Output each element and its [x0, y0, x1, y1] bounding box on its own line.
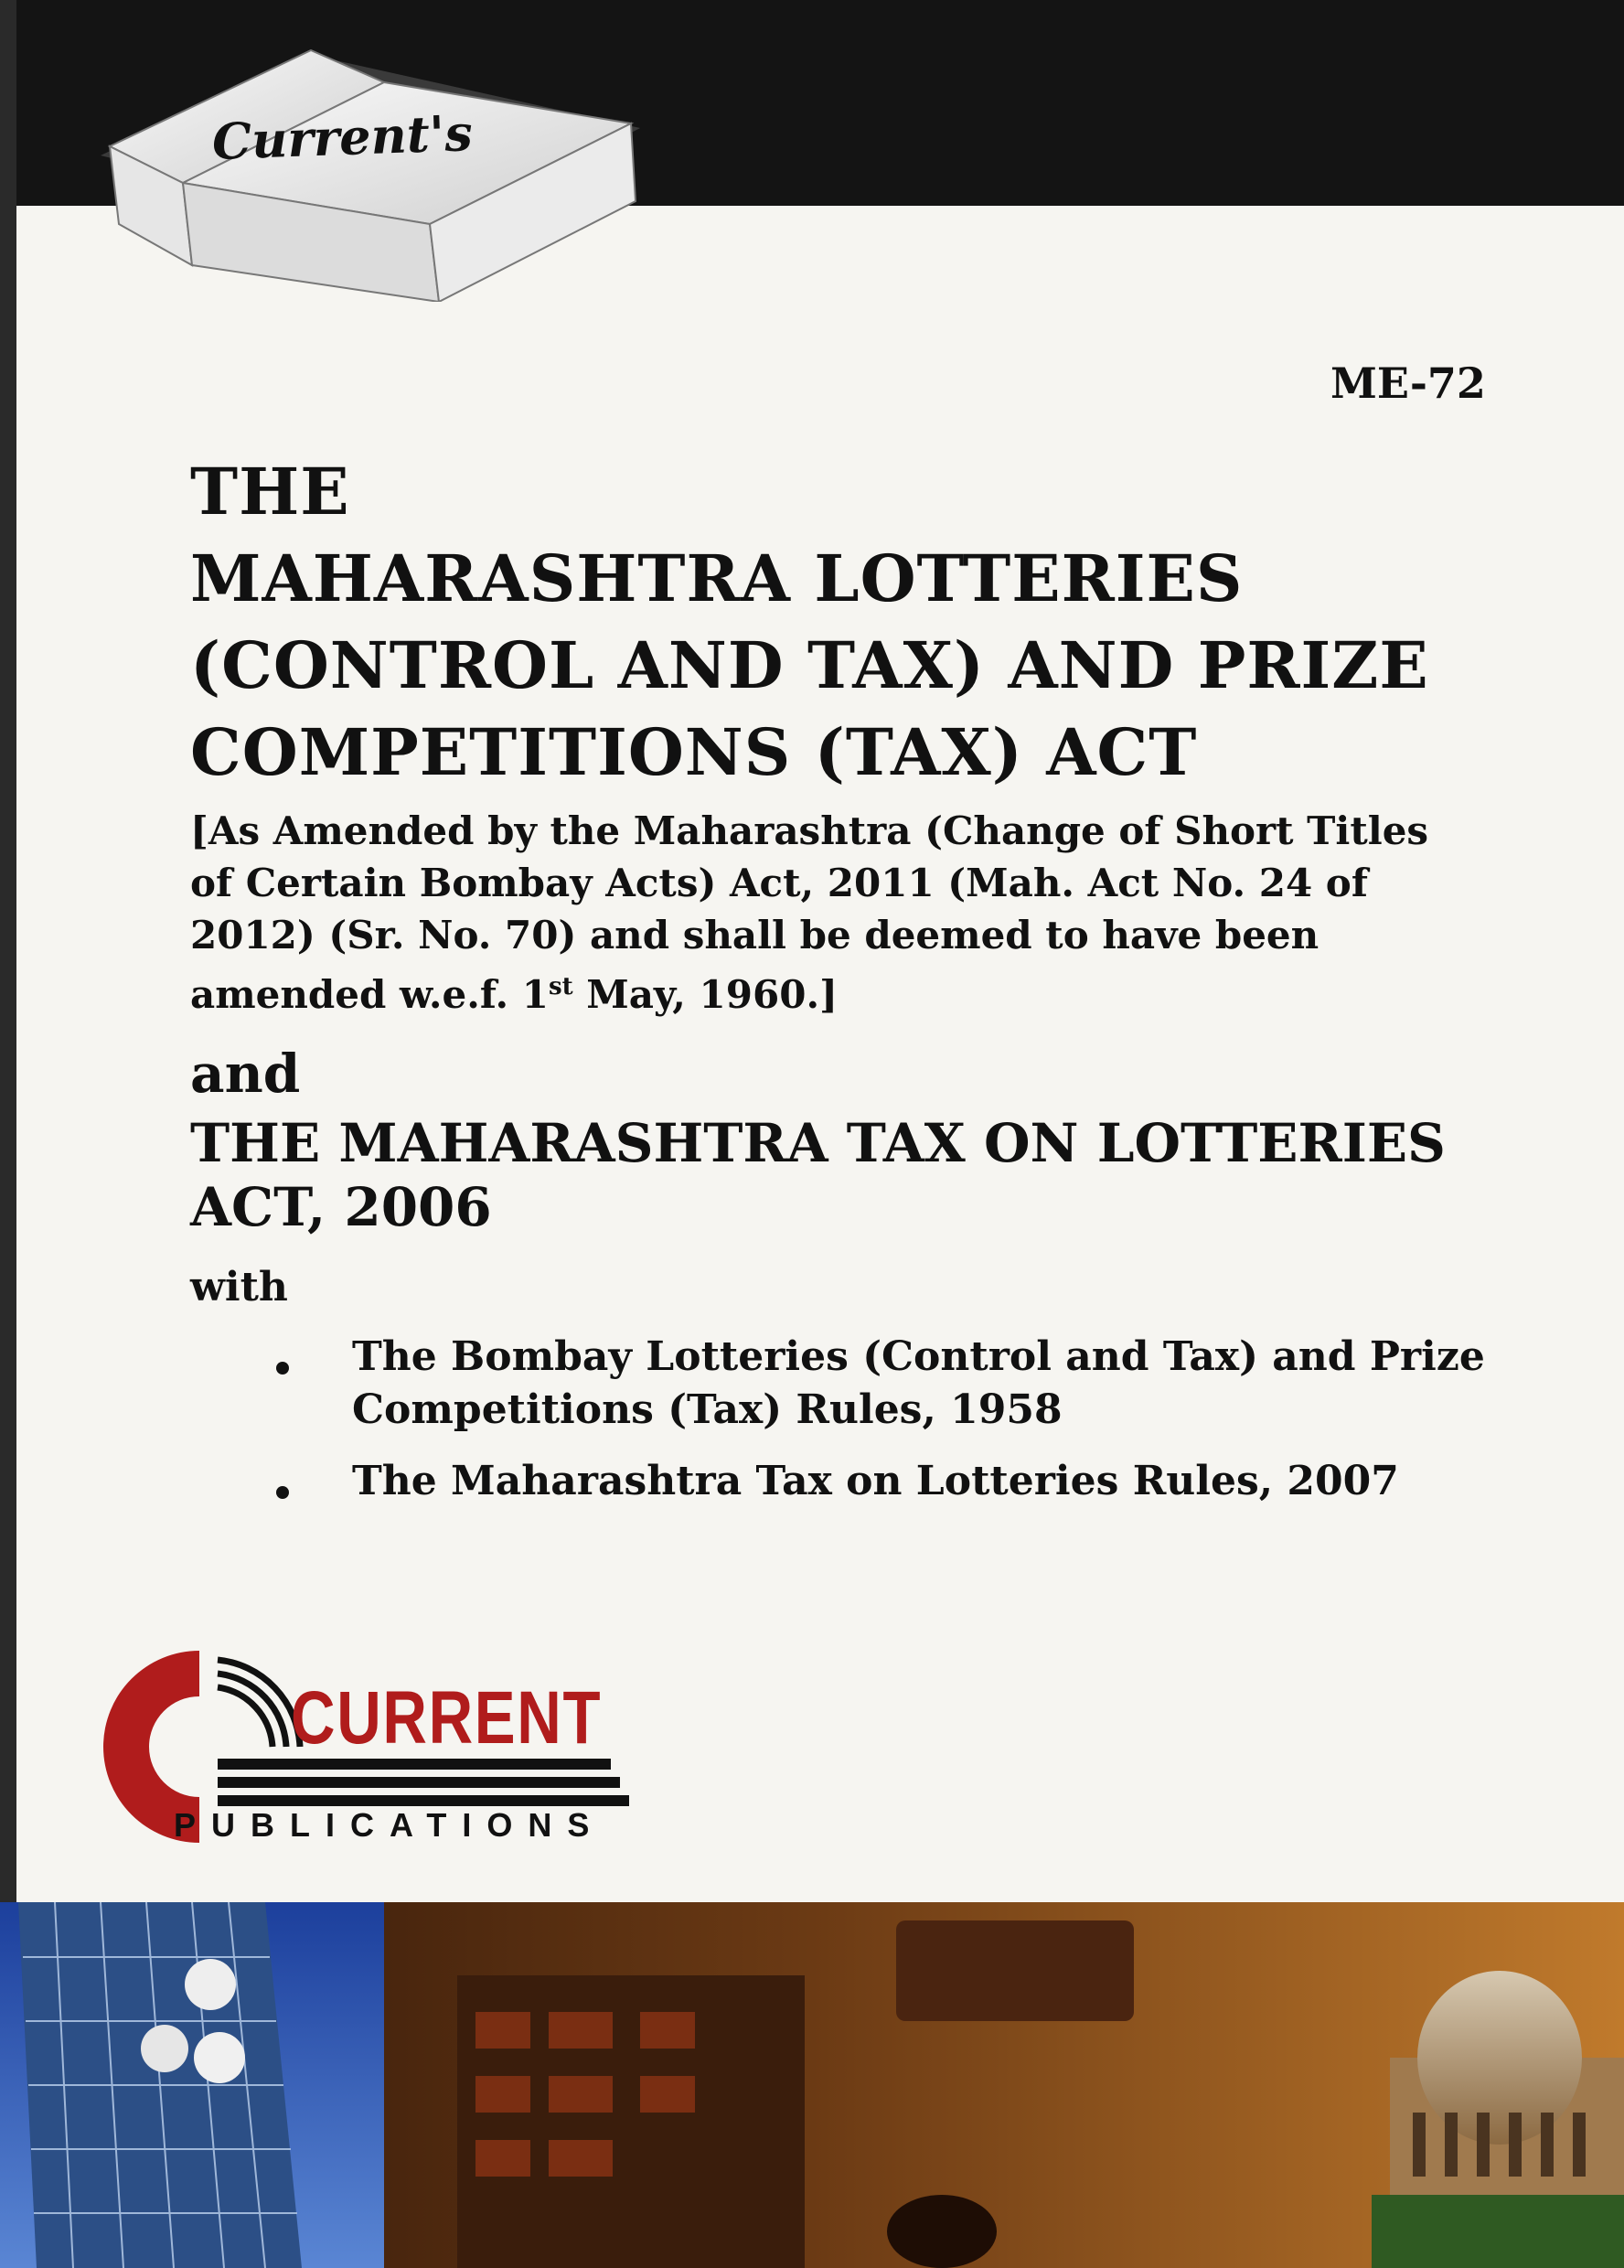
conjunction: and — [190, 1043, 301, 1105]
with-label: with — [190, 1264, 288, 1311]
rule-line: The Maharashtra Tax on Lotteries Rules, 2007 — [352, 1458, 1399, 1504]
act-line: THE MAHARASHTRA TAX ON LOTTERIES — [190, 1112, 1446, 1174]
list-item — [265, 1455, 1564, 1508]
note-line: 2012) (Sr. No. 70) and shall be deemed to have been — [190, 913, 1320, 957]
rules-list — [265, 1331, 1564, 1526]
title-line: THE — [190, 454, 350, 530]
bullet-icon — [276, 1362, 289, 1375]
title-line: (CONTROL AND TAX) AND PRIZE — [190, 627, 1429, 703]
rule-line: The Bombay Lotteries (Control and Tax) and Prize — [352, 1333, 1485, 1380]
second-act-title — [190, 1111, 1562, 1239]
law-collage-image — [0, 1902, 1624, 2268]
amendment-note — [190, 805, 1562, 1021]
title-line: MAHARASHTRA LOTTERIES — [190, 540, 1244, 616]
book-label: Current's — [210, 103, 474, 171]
act-line: ACT, 2006 — [190, 1176, 492, 1238]
title-line: COMPETITIONS (TAX) ACT — [190, 714, 1198, 790]
note-text: amended w.e.f. 1 — [190, 972, 549, 1017]
note-text: May, 1960.] — [572, 972, 838, 1017]
bullet-icon — [276, 1486, 289, 1499]
note-line — [190, 961, 1562, 1021]
note-line: of Certain Bombay Acts) Act, 2011 (Mah. Act No. 24 of — [190, 861, 1368, 905]
note-line: [As Amended by the Maharashtra (Change of Short Titles — [190, 808, 1429, 853]
logo-wordmark: CURRENT — [291, 1676, 603, 1760]
main-title — [190, 448, 1562, 796]
logo-subtitle: PUBLICATIONS — [174, 1806, 605, 1844]
list-item — [265, 1331, 1564, 1437]
rule-line: Competitions (Tax) Rules, 1958 — [352, 1386, 1063, 1433]
ordinal-suffix: st — [548, 973, 573, 1000]
series-code: ME-72 — [1330, 358, 1486, 408]
